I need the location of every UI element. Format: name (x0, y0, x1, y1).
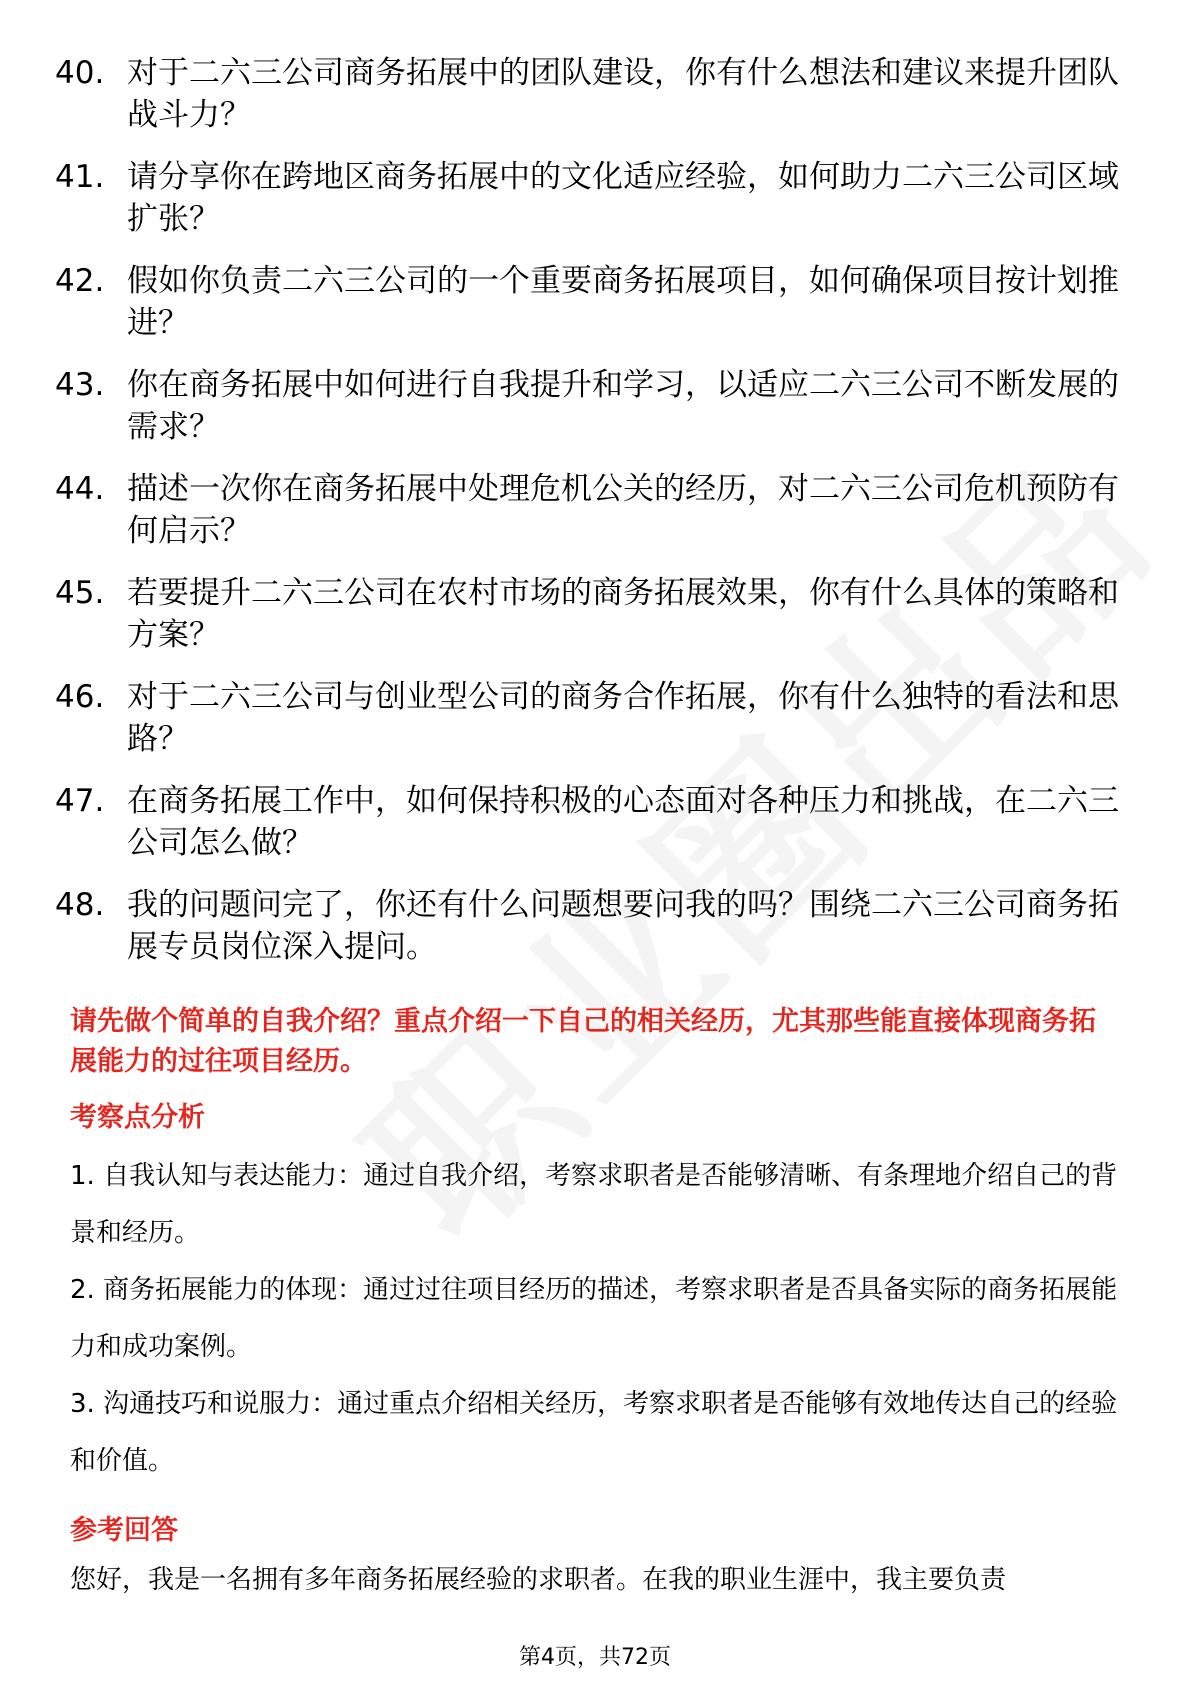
question-item (55, 572, 1125, 656)
question-item (55, 780, 1125, 864)
question-number: 40. (55, 55, 105, 91)
question-list (55, 52, 1125, 988)
analysis-item: 2. 商务拓展能力的体现：通过过往项目经历的描述，考察求职者是否具备实际的商务拓展能力和成功案例。 (70, 1275, 1118, 1362)
question-number: 47. (55, 783, 105, 819)
question-text: 假如你负责二六三公司的一个重要商务拓展项目，如何确保项目按计划推进？ (127, 263, 1119, 341)
question-item (55, 156, 1125, 240)
question-text: 请分享你在跨地区商务拓展中的文化适应经验，如何助力二六三公司区域扩张？ (127, 159, 1119, 237)
analysis-heading: 考察点分析 (70, 1102, 205, 1133)
question-text: 在商务拓展工作中，如何保持积极的心态面对各种压力和挑战，在二六三公司怎么做？ (127, 783, 1119, 861)
question-item (55, 676, 1125, 760)
question-text: 对于二六三公司商务拓展中的团队建设，你有什么想法和建议来提升团队战斗力？ (127, 55, 1119, 133)
question-number: 42. (55, 263, 105, 299)
question-text: 你在商务拓展中如何进行自我提升和学习，以适应二六三公司不断发展的需求？ (127, 367, 1119, 445)
question-item (55, 260, 1125, 344)
question-text: 描述一次你在商务拓展中处理危机公关的经历，对二六三公司危机预防有何启示？ (127, 471, 1119, 549)
analysis-item: 1. 自我认知与表达能力：通过自我介绍，考察求职者是否能够清晰、有条理地介绍自己的背景和经历。 (70, 1161, 1118, 1248)
question-number: 48. (55, 887, 105, 923)
answer-text: 您好，我是一名拥有多年商务拓展经验的求职者。在我的职业生涯中，我主要负责 (70, 1565, 1007, 1595)
answer-heading: 参考回答 (70, 1515, 178, 1546)
question-item (55, 884, 1125, 968)
question-text: 我的问题问完了，你还有什么问题想要问我的吗？围绕二六三公司商务拓展专员岗位深入提问。 (127, 887, 1119, 965)
analysis-item: 3. 沟通技巧和说服力：通过重点介绍相关经历，考察求职者是否能够有效地传达自己的经验和价值。 (70, 1389, 1118, 1476)
question-item (55, 468, 1125, 552)
question-number: 43. (55, 367, 105, 403)
question-number: 46. (55, 679, 105, 715)
question-number: 44. (55, 471, 105, 507)
page-footer: 第4页，共72页 (519, 1645, 671, 1670)
question-item (55, 364, 1125, 448)
question-number: 45. (55, 575, 105, 611)
question-number: 41. (55, 159, 105, 195)
analysis-list (70, 1148, 1120, 1490)
featured-question: 请先做个简单的自我介绍？重点介绍一下自己的相关经历，尤其那些能直接体现商务拓展能力的过往项目经历。 (70, 1006, 1096, 1077)
question-item (55, 52, 1125, 136)
question-text: 若要提升二六三公司在农村市场的商务拓展效果，你有什么具体的策略和方案？ (127, 575, 1119, 653)
question-text: 对于二六三公司与创业型公司的商务合作拓展，你有什么独特的看法和思路？ (127, 679, 1119, 757)
